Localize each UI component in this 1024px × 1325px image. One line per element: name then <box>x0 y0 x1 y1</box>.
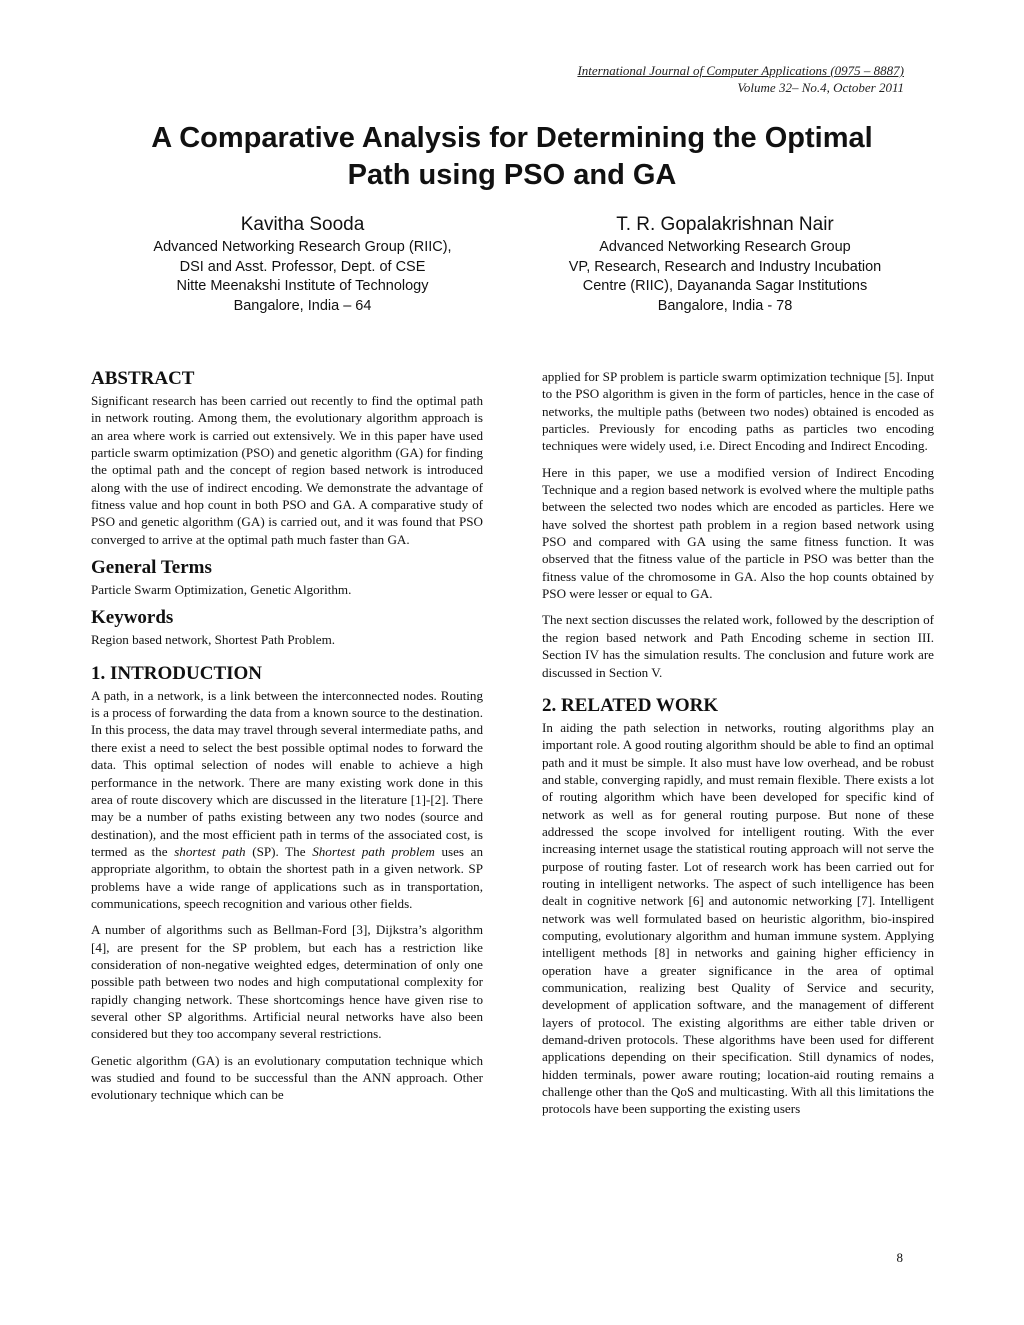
author-affiliation-line: Advanced Networking Research Group (RIIC), <box>153 239 452 255</box>
author-block-2 <box>530 212 920 316</box>
author-affiliation-line: Advanced Networking Research Group <box>599 239 851 255</box>
author-block-1 <box>120 212 485 316</box>
introduction-paragraph-4: applied for SP problem is particle swarm optimization technique [5]. Input to the PSO algorithm is given in the form of particles, hence in the case of networks, the multiple paths (between two nodes) obtained is encoded as particles. Previously for encoding paths as particles two encoding techniques were widely used, i.e. Direct Encoding and Indirect Encoding. <box>542 369 934 454</box>
intro-emphasis-shortest-path: shortest path <box>174 843 246 859</box>
author-affiliation-line: Bangalore, India - 78 <box>657 297 793 314</box>
related-work-paragraph-1: In aiding the path selection in networks, routing algorithms play an important role. A good routing algorithm should be able to find an optimal path and it must be simple. It also must have low overhead, and be robust and stable, converging rapidly, and must remain flexible. There exists a lot of routing algorithm which have been developed for specific kind of network as well as for general routing purpose. But none of these addressed the scope involved for intelligent routing. With the ever increasing internet usage the statistical routing approach will not serve the purpose of routing faster. Lot of research work has been carried out for routing in intelligent networks. The aspect of such intelligence has been dealt in cognitive network [6] and autonomic networking [7]. Intelligent network was well formulated based on heuristic algorithm, bio-inspired computing, evolutionary algorithm and human immune system. Applying intelligent methods [8] in networks and gaining higher efficiency in operation have a greater significance in the area of optimal communication, realizing best Quality of Service and security, development of application software, and the management of different layers of protocol. The existing algorithms are either table driven or demand-driven protocols. These algorithms have been used for different applications depending on their specification. Still dynamics of nodes, hidden terminals, power aware routing; location-aid routing remains a challenge other than the QoS and multicasting. With all this limitations the protocols have been supporting the existing users <box>542 719 934 1117</box>
author-affiliation-line: Bangalore, India – 64 <box>233 297 372 314</box>
author-affiliation-line: DSI and Asst. Professor, Dept. of CSE <box>179 258 426 275</box>
author-affiliation-line: Nitte Meenakshi Institute of Technology <box>176 278 429 294</box>
intro-text-part: uses an appropriate algorithm, to obtain the shortest path in a given network. SP problems have a wide range of applications such as in transportation, communications, speech recognition and various other fields. <box>91 843 484 911</box>
page-number: 8 <box>896 1250 903 1265</box>
introduction-paragraph-3: Genetic algorithm (GA) is an evolutionary computation technique which was studied and found to be successful than the ANN approach. Other evolutionary technique which can be <box>91 1052 483 1103</box>
journal-name: International Journal of Computer Applications (0975 – 8887) <box>577 63 904 78</box>
abstract-text: Significant research has been carried out recently to find the optimal path in network routing. Among them, the evolutionary algorithm approach is an area where work is carried out extensively. We in this paper have used particle swarm optimization (PSO) and genetic algorithm (GA) for finding the optimal path and the concept of region based network is introduced along with the use of indirect encoding. We demonstrate the advantage of fitness value and hop count in both PSO and GA. A comparative study of PSO and genetic algorithm (GA) is carried out, and it was found that PSO converged to arrive at the optimal path much faster than GA. <box>91 393 483 547</box>
volume-info: Volume 32– No.4, October 2011 <box>737 80 904 95</box>
author-name: T. R. Gopalakrishnan Nair <box>616 214 834 235</box>
left-column <box>91 368 483 1113</box>
general-terms-heading: General Terms <box>91 557 212 579</box>
title-line-1: A Comparative Analysis for Determining the Optimal <box>151 122 873 154</box>
general-terms-text: Particle Swarm Optimization, Genetic Algorithm. <box>91 582 352 598</box>
running-header <box>577 62 904 96</box>
paper-title <box>60 120 964 194</box>
intro-text-part: (SP). The <box>245 843 313 859</box>
related-work-heading: 2. RELATED WORK <box>542 694 719 716</box>
author-affiliation-line: Centre (RIIC), Dayananda Sagar Institutions <box>582 278 868 294</box>
abstract-heading: ABSTRACT <box>91 368 195 389</box>
introduction-paragraph-2: A number of algorithms such as Bellman-Ford [3], Dijkstra’s algorithm [4], are present for the SP problem, but each has a restriction like consideration of non-negative weighted edges, determination of only one possible path between two nodes and high computational complexity for rapidly changing network. These shortcomings hence have given rise to several other SP algorithms. Artificial neural networks have also been considered but they too accompany several restrictions. <box>91 922 483 1042</box>
intro-text-part: A path, in a network, is a link between the interconnected nodes. Routing is a process of forwarding the data from a known source to the destination. In this process, the data may travel through several intermediate paths, and there exist a need to select the best possible optimal nodes to forward the data. This optimal selection of nodes will enable to achieve a high performance in the network. There are many existing work done in this area of route discovery which are discussed in the literature [1]-[2]. There may be a number of paths existing between any two nodes (source and destination), and the most efficient path in terms of the associated cost, is termed as the <box>91 687 483 859</box>
author-affiliation-line: VP, Research, Research and Industry Incubation <box>568 258 882 275</box>
introduction-paragraph-5: Here in this paper, we use a modified version of Indirect Encoding Technique and a region based network is evolved where the multiple paths between the selected two nodes which are encoded as particles. Here we have solved the shortest path problem in a region based network using PSO and compared with GA using the same fitness function. It was observed that the fitness value of the particle in PSO was better than the fitness value of the chromosome in GA. Also the hop counts obtained by PSO were lesser or equal to GA. <box>542 464 934 602</box>
right-column <box>542 368 934 1127</box>
introduction-heading: 1. INTRODUCTION <box>91 662 263 684</box>
keywords-text: Region based network, Shortest Path Problem. <box>91 632 336 648</box>
introduction-paragraph-1 <box>91 687 483 912</box>
author-name: Kavitha Sooda <box>240 214 365 235</box>
intro-emphasis-shortest-path-problem: Shortest path problem <box>312 843 435 859</box>
title-line-2: Path using PSO and GA <box>347 159 677 191</box>
introduction-paragraph-6: The next section discusses the related work, followed by the description of the region based network and Path Encoding scheme in section III. Section IV has the simulation results. The conclusion and future work are discussed in Section V. <box>542 612 934 680</box>
keywords-heading: Keywords <box>91 607 174 629</box>
